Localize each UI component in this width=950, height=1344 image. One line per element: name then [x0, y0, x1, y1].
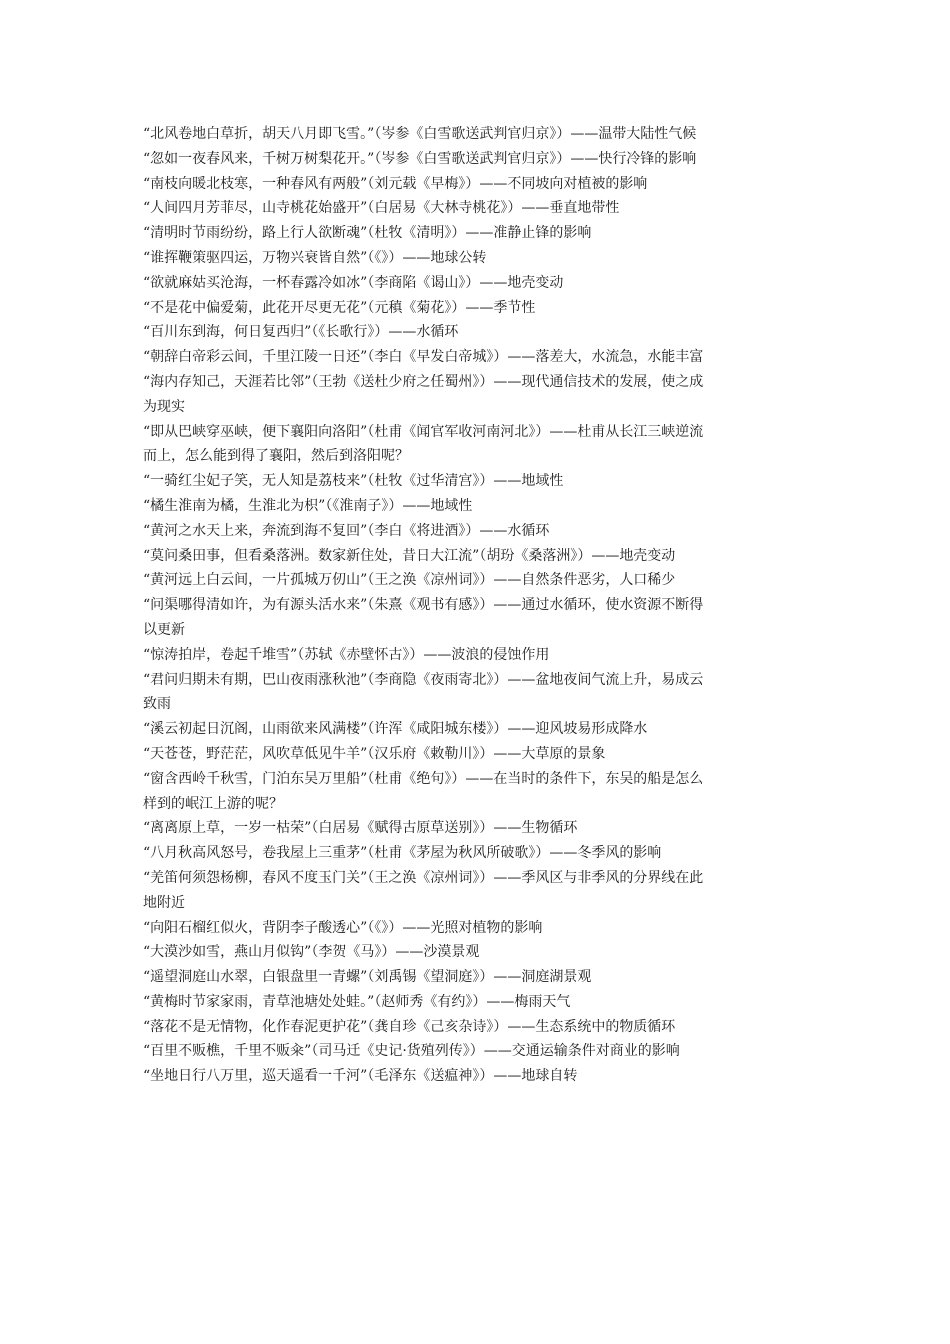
text-line: “谁挥鞭策驱四运，万物兴衰皆自然”（《》）——地球公转	[143, 249, 487, 266]
text-line: “百川东到海，何日复西归”（《长歌行》）——水循环	[143, 324, 459, 341]
text-line: “黄河远上白云间，一片孤城万仞山”（王之涣《凉州词》）——自然条件恶劣，人口稀少	[143, 572, 676, 589]
text-line: “不是花中偏爱菊，此花开尽更无花”（元稹《菊花》）——季节性	[143, 299, 536, 316]
text-line: “天苍苍，野茫茫，风吹草低见牛羊”（汉乐府《敕勒川》）——大草原的景象	[143, 745, 606, 762]
text-line: “欲就麻姑买沧海，一杯春露冷如冰”（李商陷《谒山》）——地壳变动	[143, 274, 564, 291]
text-line: 以更新	[143, 621, 185, 638]
text-line: 地附近	[143, 894, 185, 911]
text-line: “黄河之水天上来，奔流到海不复回”（李白《将进酒》）——水循环	[143, 522, 550, 539]
text-line: “离离原上草，一岁一枯荣”（白居易《赋得古原草送别》）——生物循环	[143, 820, 578, 837]
text-line: “人间四月芳菲尽，山寺桃花始盛开”（白居易《大林寺桃花》）——垂直地带性	[143, 200, 620, 217]
text-line: “海内存知己，天涯若比邻”（王勃《送杜少府之任蜀州》）——现代通信技术的发展，使之成	[143, 373, 704, 390]
text-line: “莫问桑田事，但看桑落洲。数家新住处，昔日大江流”（胡玢《桑落洲》）——地壳变动	[143, 547, 676, 564]
text-line: “问渠哪得清如许，为有源头活水来”（朱熹《观书有感》）——通过水循环，使水资源不断得	[143, 597, 704, 614]
text-line: “南枝向暖北枝寒，一种春风有两般”（刘元载《早梅》）——不同坡向对植被的影响	[143, 175, 648, 192]
text-line: “窗含西岭千秋雪，门泊东吴万里船”（杜甫《绝句》）——在当时的条件下，东吴的船是怎么	[143, 770, 704, 787]
text-line: “朝辞白帝彩云间，千里江陵一日还”（李白《早发白帝城》）——落差大，水流急，水能丰富	[143, 349, 704, 366]
text-line: “北风卷地白草折，胡天八月即飞雪。”（岑参《白雪歌送武判官归京》）——温带大陆性气候	[143, 126, 697, 142]
text-line: “百里不贩樵，千里不贩籴”（司马迁《史记·货殖列传》）——交通运输条件对商业的影响	[143, 1043, 680, 1060]
text-line: “忽如一夜春风来，千树万树梨花开。”（岑参《白雪歌送武判官归京》）——快行冷锋的影响	[143, 150, 697, 167]
text-line: “羌笛何须怨杨柳，春风不度玉门关”（王之涣《凉州词》）——季风区与非季风的分界线在此	[143, 869, 704, 886]
text-line: “君问归期未有期，巴山夜雨涨秋池”（李商隐《夜雨寄北》）——盆地夜间气流上升，易成云	[143, 671, 704, 688]
text-line: 致雨	[143, 696, 171, 713]
text-line: “溪云初起日沉阁，山雨欲来风满楼”（许浑《咸阳城东楼》）——迎风坡易形成降水	[143, 721, 648, 738]
text-line: “一骑红尘妃子笑，无人知是荔枝来”（杜牧《过华清宫》）——地域性	[143, 473, 564, 490]
text-line: “黄梅时节家家雨，青草池塘处处蛙。”（赵师秀《有约》）——梅雨天气	[143, 993, 571, 1010]
text-line: “即从巴峡穿巫峡，便下襄阳向洛阳”（杜甫《闻官军收河南河北》）——杜甫从长江三峡逆流	[143, 423, 704, 440]
text-line: “惊涛拍岸，卷起千堆雪”（苏轼《赤壁怀古》）——波浪的侵蚀作用	[143, 646, 550, 663]
poem-geography-list	[143, 122, 809, 1089]
text-line: “坐地日行八万里，巡天遥看一千河”（毛泽东《送瘟神》）——地球自转	[143, 1068, 578, 1085]
text-line: “向阳石榴红似火，背阴李子酸透心”（《》）——光照对植物的影响	[143, 919, 543, 936]
text-line: “八月秋高风怒号，卷我屋上三重茅”（杜甫《茅屋为秋风所破歌》）——冬季风的影响	[143, 845, 662, 862]
text-line: “清明时节雨纷纷，路上行人欲断魂”（杜牧《清明》）——准静止锋的影响	[143, 225, 592, 242]
text-line: “落花不是无情物，化作春泥更护花”（龚自珍《己亥杂诗》）——生态系统中的物质循环	[143, 1018, 676, 1035]
text-line: “大漠沙如雪，燕山月似钩”（李贺《马》）——沙漠景观	[143, 944, 480, 961]
text-line: 而上，怎么能到得了襄阳，然后到洛阳呢？	[143, 448, 409, 465]
text-line: “遥望洞庭山水翠，白银盘里一青螺”（刘禹锡《望洞庭》）——洞庭湖景观	[143, 969, 592, 986]
text-line: “橘生淮南为橘，生淮北为枳”（《淮南子》）——地域性	[143, 497, 473, 514]
text-line: 样到的岷江上游的呢？	[143, 795, 283, 812]
text-line: 为现实	[143, 398, 185, 415]
